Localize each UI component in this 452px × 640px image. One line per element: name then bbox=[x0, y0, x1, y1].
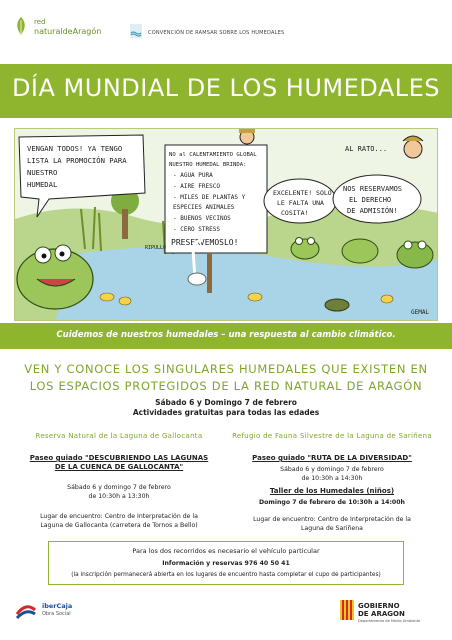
red-natural-aragon-logo bbox=[14, 16, 124, 42]
sign-line4: - AIRE FRESCO bbox=[173, 183, 220, 190]
ibercaja-obra-social: Obra Social bbox=[42, 611, 71, 617]
bubble-excelente-line2: LE FALTA UNA bbox=[277, 199, 324, 207]
gallocanta-meeting-point bbox=[14, 512, 224, 530]
sarinena-meet-line1: Lugar de encuentro: Centro de Interpretación de la bbox=[253, 516, 411, 523]
registration-note: (la inscripción permanecerá abierta en los lugares de encuentro hasta completar el cupo de participantes) bbox=[71, 572, 381, 578]
reservation-phone: Información y reservas 976 40 50 41 bbox=[162, 560, 290, 567]
logo-red-line1: red bbox=[34, 18, 46, 26]
bubble-left-line3: NUESTRO bbox=[27, 168, 58, 177]
bubble-left-line4: HUMEDAL bbox=[27, 180, 58, 189]
gallocanta-meet-line1: Lugar de encuentro: Centro de Interpretación de la bbox=[40, 513, 198, 520]
sign-line2: NUESTRO HUMEDAL BRINDA: bbox=[169, 162, 247, 168]
gallocanta-meet-line2: Laguna de Gallocanta (carretera de Tornos a Bello) bbox=[40, 522, 198, 529]
ibercaja-logo bbox=[14, 598, 104, 626]
gallocanta-date-line2: de 10:30h a 13:30h bbox=[88, 493, 150, 500]
headline-line1: VEN Y CONOCE LOS SINGULARES HUMEDALES QUE EXISTEN EN bbox=[24, 362, 428, 376]
gallocanta-walk-date bbox=[14, 483, 224, 501]
sarinena-meeting-point bbox=[222, 515, 442, 533]
sign-line1: NO al CALENTAMIENTO GLOBAL bbox=[169, 152, 257, 158]
sarinena-meet-line2: Laguna de Sariñena bbox=[301, 525, 363, 532]
sarinena-reserve-name: Refugio de Fauna Silvestre de la Laguna de Sariñena bbox=[232, 432, 432, 440]
sarinena-column bbox=[222, 432, 442, 533]
ramsar-wave-icon bbox=[130, 24, 142, 38]
bubble-excelente-line3: COSITA! bbox=[281, 209, 309, 217]
ibercaja-name: iberCaja bbox=[42, 602, 73, 610]
slogan-banner bbox=[0, 323, 452, 349]
ramsar-logo bbox=[130, 24, 330, 44]
slogan-text: Cuidemos de nuestros humedales – una respuesta al cambio climático. bbox=[56, 330, 396, 340]
gallocanta-reserve-name: Reserva Natural de la Laguna de Gallocanta bbox=[35, 432, 203, 440]
wetland-cartoon-illustration bbox=[14, 128, 438, 321]
event-dates bbox=[0, 398, 452, 418]
gallocanta-walk-title-line2: DE LA CUENCA DE GALLOCANTA" bbox=[54, 463, 184, 471]
sign-line5: - MILES DE PLANTAS Y bbox=[173, 194, 246, 201]
gallocanta-walk-title-line1: Paseo guiado "DESCUBRIENDO LAS LAGUNAS bbox=[29, 454, 209, 462]
bubble-left-line2: LISTA LA PROMOCIÓN PARA bbox=[27, 156, 127, 165]
gallocanta-date-line1: Sábado 6 y domingo 7 de febrero bbox=[67, 484, 171, 491]
headline-line2: LOS ESPACIOS PROTEGIDOS DE LA RED NATURAL DE ARAGÓN bbox=[29, 379, 423, 393]
sign-line9: PRESERVEMOSLO! bbox=[171, 238, 239, 247]
header-logos bbox=[0, 0, 452, 50]
ramsar-text: CONVENCIÓN DE RAMSAR SOBRE LOS HUMEDALES bbox=[148, 30, 285, 36]
sign-line6: ESPECIES ANIMALES bbox=[173, 204, 235, 211]
gallocanta-column bbox=[14, 432, 224, 530]
sarinena-date-line2: de 10:30h a 14:30h bbox=[301, 475, 363, 482]
sign-line3: - AGUA PURA bbox=[173, 172, 213, 179]
sarinena-walk-date bbox=[222, 465, 442, 483]
title-banner bbox=[0, 64, 452, 118]
cartoon-signature-right: GEMAL bbox=[411, 309, 430, 316]
gobierno-department: Departamento de Medio Ambiente bbox=[358, 619, 421, 623]
gobierno-line2: DE ARAGON bbox=[358, 610, 405, 618]
page-title: DÍA MUNDIAL DE LOS HUMEDALES bbox=[11, 74, 441, 102]
gallocanta-walk-title bbox=[14, 454, 224, 472]
sarinena-workshop-date: Domingo 7 de febrero de 10:30h a 14:00h bbox=[259, 499, 405, 506]
bubble-reservamos-line3: DE ADMISIÓN! bbox=[347, 207, 398, 215]
dates-line2: Actividades gratuitas para todas las edades bbox=[132, 408, 320, 417]
dates-line1: Sábado 6 y Domingo 7 de febrero bbox=[155, 398, 297, 407]
headline bbox=[8, 361, 444, 395]
bubble-reservamos-line2: EL DERECHO bbox=[349, 196, 392, 204]
bubble-reservamos-line1: NOS RESERVAMOS bbox=[343, 185, 403, 193]
sarinena-date-line1: Sábado 6 y domingo 7 de febrero bbox=[280, 466, 384, 473]
bubble-al-rato: AL RATO... bbox=[345, 145, 388, 153]
aragon-shield-icon bbox=[340, 600, 354, 620]
gobierno-aragon-logo bbox=[340, 598, 440, 628]
sign-line8: - CERO STRESS bbox=[173, 226, 220, 233]
sign-line7: - BUENOS VECINOS bbox=[173, 215, 231, 222]
sarinena-workshop-title: Taller de los Humedales (niños) bbox=[269, 487, 395, 495]
ibercaja-swirl-icon bbox=[14, 600, 38, 624]
cartoon-signature-left: RIPULLO bbox=[145, 245, 167, 251]
bubble-excelente-line1: EXCELENTE! SOLO bbox=[273, 189, 332, 197]
info-box bbox=[48, 541, 404, 585]
gobierno-line1: GOBIERNO bbox=[358, 602, 400, 610]
vehicle-note: Para los dos recorridos es necesario el vehículo particular bbox=[132, 547, 320, 555]
cartoon-svg bbox=[15, 129, 438, 321]
leaf-icon bbox=[14, 16, 28, 36]
sarinena-walk-title: Paseo guiado "RUTA DE LA DIVERSIDAD" bbox=[252, 454, 412, 462]
logo-red-line2: naturaldeAragón bbox=[34, 27, 102, 36]
bubble-left-line1: VENGAN TODOS! YA TENGO bbox=[27, 144, 123, 153]
